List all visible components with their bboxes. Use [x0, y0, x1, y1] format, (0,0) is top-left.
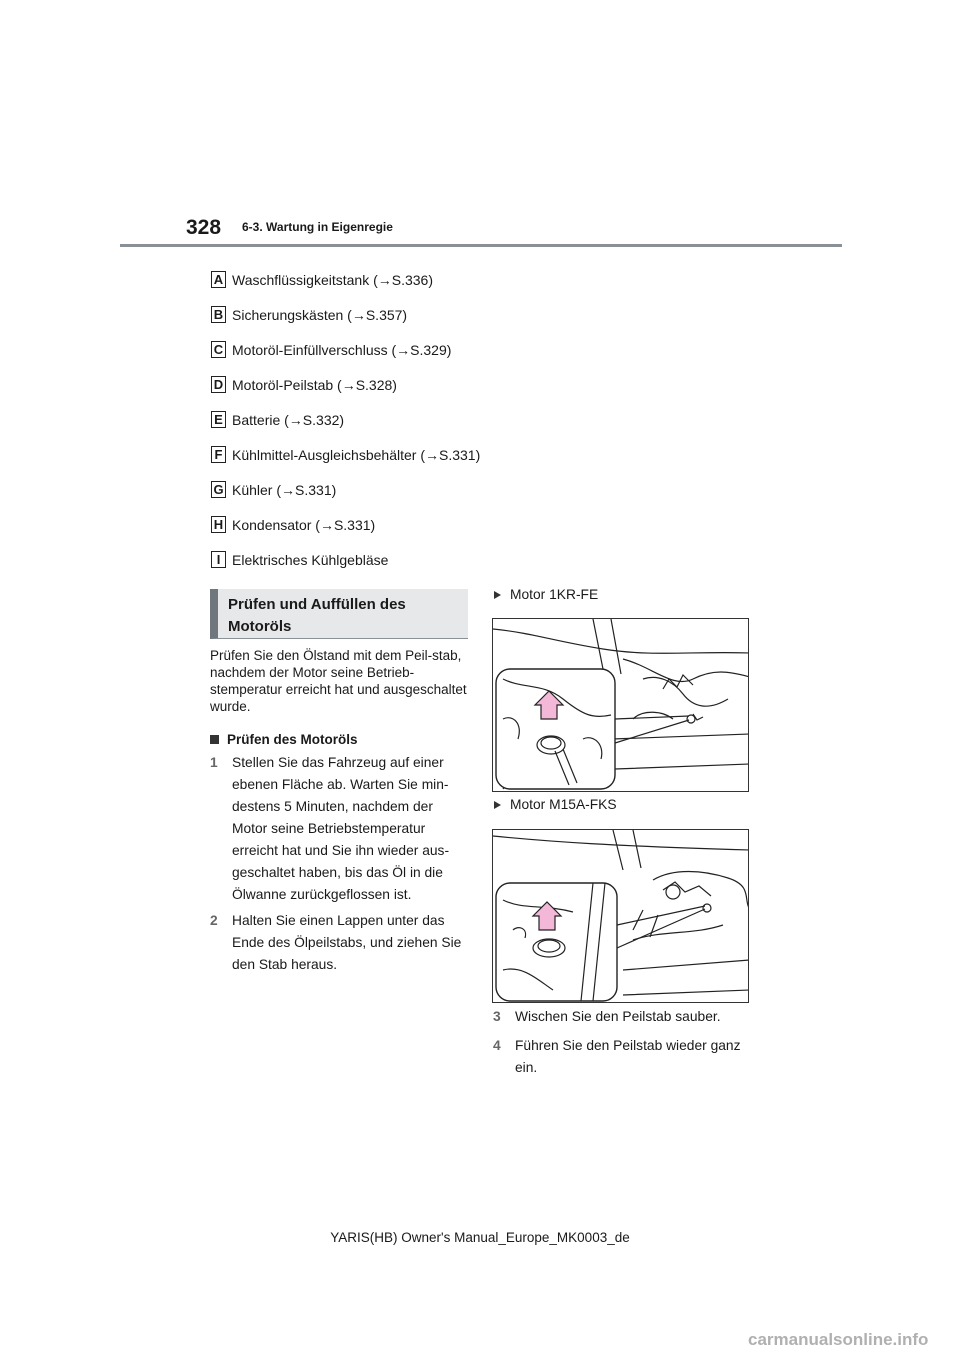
triangle-bullet-icon	[494, 591, 501, 599]
letter-marker: F	[211, 446, 226, 463]
letter-marker: H	[211, 516, 226, 533]
legend-text: Kühlmittel-Ausgleichsbehälter (→S.331)	[232, 446, 481, 463]
legend-text: Motoröl-Einfüllverschluss (→S.329)	[232, 341, 452, 358]
step-number: 3	[493, 1009, 501, 1024]
legend-text: Kühler (→S.331)	[232, 481, 337, 498]
engine-illustration	[492, 829, 749, 1003]
legend-item	[211, 507, 480, 542]
legend-text: Sicherungskästen (→S.357)	[232, 306, 408, 323]
legend-text: Batterie (→S.332)	[232, 411, 345, 428]
legend-text: Kondensator (→S.331)	[232, 516, 376, 533]
subheading	[210, 732, 358, 747]
engine-line-drawing	[493, 619, 749, 792]
engine-line-drawing	[493, 830, 749, 1003]
footer-text: YARIS(HB) Owner's Manual_Europe_MK0003_de	[330, 1230, 630, 1245]
legend-item	[211, 542, 480, 577]
subheading-text: Prüfen des Motoröls	[227, 732, 358, 747]
letter-marker: G	[211, 481, 226, 498]
figure-label	[494, 797, 617, 812]
square-bullet-icon	[210, 735, 219, 744]
step-item	[493, 1006, 763, 1028]
engine-illustration	[492, 618, 749, 792]
triangle-bullet-icon	[494, 801, 501, 809]
figure-label-text: Motor 1KR-FE	[510, 587, 599, 602]
section-heading: Prüfen und Auffüllen des Motoröls	[210, 589, 468, 639]
step-item	[210, 910, 472, 976]
legend-text: Waschflüssigkeitstank (→S.336)	[232, 271, 433, 288]
intro-paragraph: Prüfen Sie den Ölstand mit dem Peil-stab, nachdem der Motor seine Betrieb-stemperatur erreicht hat und ausgeschaltet wurde.	[210, 648, 467, 714]
letter-marker: D	[211, 376, 226, 393]
letter-marker: I	[211, 551, 226, 568]
step-item	[493, 1035, 763, 1079]
legend-item	[211, 297, 480, 332]
legend-text: Motoröl-Peilstab (→S.328)	[232, 376, 397, 393]
letter-marker: E	[211, 411, 226, 428]
legend-list	[211, 262, 480, 577]
letter-marker: A	[211, 271, 226, 288]
legend-item	[211, 262, 480, 297]
page-number: 328	[186, 216, 222, 239]
step-text: Wischen Sie den Peilstab sauber.	[515, 1009, 721, 1024]
figure-label-text: Motor M15A-FKS	[510, 797, 617, 812]
legend-item	[211, 437, 480, 472]
step-number: 1	[210, 755, 218, 770]
step-item	[210, 752, 472, 906]
legend-item	[211, 472, 480, 507]
legend-item	[211, 332, 480, 367]
step-number: 4	[493, 1038, 501, 1053]
legend-text: Elektrisches Kühlgebläse	[232, 551, 389, 568]
step-number: 2	[210, 913, 218, 928]
legend-item	[211, 367, 480, 402]
section-title: 6-3. Wartung in Eigenregie	[242, 220, 393, 234]
step-text: Stellen Sie das Fahrzeug auf einer ebenen Fläche ab. Warten Sie min-destens 5 Minuten, nachdem der Motor seine Betriebstemperatur erreicht hat und Sie ihn wieder aus-geschaltet haben, bis das Öl in die Ölwanne zurückgeflossen ist.	[232, 755, 450, 902]
step-text: Halten Sie einen Lappen unter das Ende des Ölpeilstabs, und ziehen Sie den Stab heraus.	[232, 913, 462, 972]
step-text: Führen Sie den Peilstab wieder ganz ein.	[515, 1038, 741, 1075]
legend-item	[211, 402, 480, 437]
watermark: carmanualsonline.info	[748, 1330, 929, 1349]
header-divider	[120, 244, 842, 247]
figure-label	[494, 587, 598, 602]
letter-marker: C	[211, 341, 226, 358]
letter-marker: B	[211, 306, 226, 323]
